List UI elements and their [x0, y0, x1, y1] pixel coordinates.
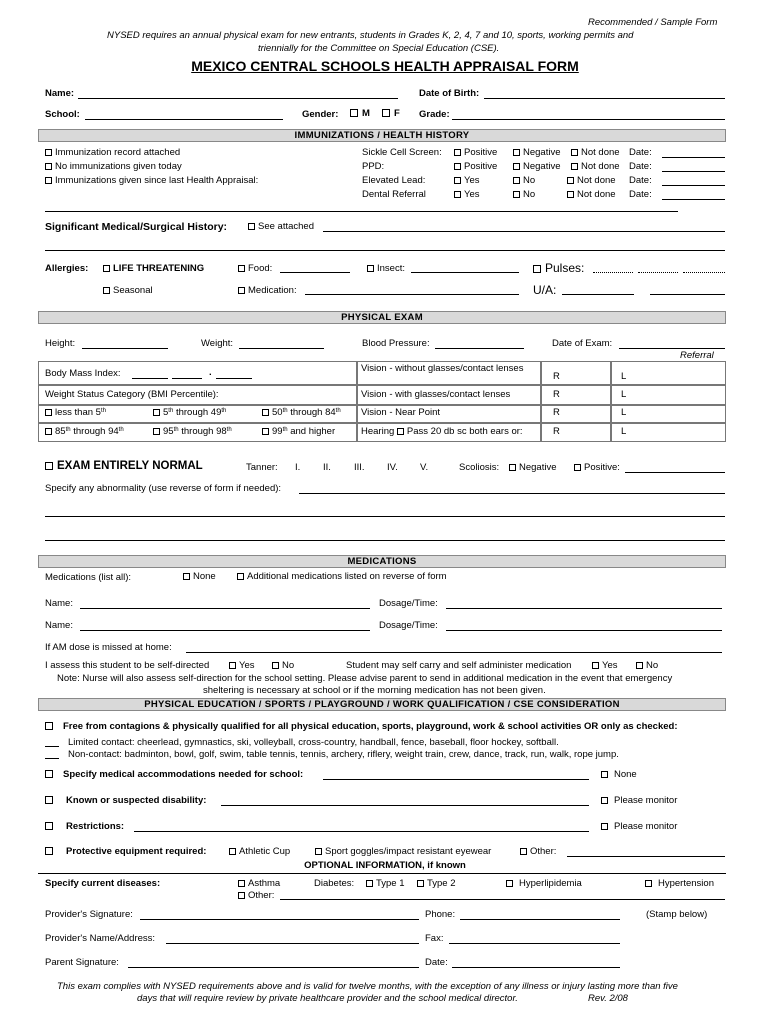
exam-date-label: Date of Exam:: [552, 338, 613, 349]
checkbox[interactable]: [238, 892, 245, 899]
checkbox[interactable]: [238, 880, 245, 887]
fax-label: Fax:: [425, 933, 444, 944]
provider-signature-field[interactable]: [140, 919, 419, 920]
bmi-field-1[interactable]: [132, 378, 168, 379]
vision-row-l: L: [621, 371, 627, 382]
checkbox[interactable]: [45, 163, 52, 170]
nurse-note-line-1: Note: Nurse will also assess self-direction for the school setting. Please advise parent to send in additional medication in the event that emergency: [57, 673, 673, 684]
grade-label: Grade:: [419, 109, 450, 120]
scoliosis-positive[interactable]: Positive:: [574, 463, 620, 473]
form-title: MEXICO CENTRAL SCHOOLS HEALTH APPRAISAL FORM: [191, 58, 579, 74]
school-field[interactable]: [85, 119, 283, 120]
checkbox[interactable]: [45, 177, 52, 184]
pulses-field-1[interactable]: [593, 272, 633, 273]
screen-row-opt-c[interactable]: Not done: [567, 176, 616, 186]
vision-row-l: L: [621, 389, 627, 400]
grade-field[interactable]: [452, 119, 725, 120]
abnormality-field[interactable]: [299, 493, 725, 494]
self-carry-no[interactable]: No: [636, 661, 658, 671]
date-field[interactable]: [452, 967, 620, 968]
med-dosage-field[interactable]: [446, 630, 722, 631]
diabetes-type2-option[interactable]: Type 2: [417, 879, 456, 889]
checkbox[interactable]: [397, 428, 404, 435]
checkbox[interactable]: [237, 573, 244, 580]
disability-field[interactable]: [221, 805, 589, 806]
medications-none-option[interactable]: None: [183, 572, 216, 582]
checkbox[interactable]: [454, 149, 461, 156]
life-threatening-option[interactable]: LIFE THREATENING: [103, 264, 204, 274]
gender-f-option[interactable]: F: [382, 109, 400, 119]
checkbox[interactable]: [509, 464, 516, 471]
accommodations-option[interactable]: Specify medical accommodations needed for school:: [45, 770, 303, 780]
missed-dose-field[interactable]: [186, 652, 722, 653]
medication-allergy-label[interactable]: Medication:: [238, 286, 297, 296]
athletic-cup-option[interactable]: Athletic Cup: [229, 847, 290, 857]
screen-row-date-field[interactable]: [662, 157, 725, 158]
parent-signature-field[interactable]: [128, 967, 419, 968]
food-allergy-label[interactable]: Food:: [238, 264, 272, 274]
diabetes-type1-option[interactable]: Type 1: [366, 879, 405, 889]
non-contact-blank[interactable]: [45, 758, 59, 759]
screen-row-date-field[interactable]: [662, 171, 725, 172]
pe-heading: PHYSICAL EDUCATION / SPORTS / PLAYGROUND / WORK QUALIFICATION / CSE CONSIDERATION: [38, 698, 726, 711]
screen-row-opt-b[interactable]: Negative: [513, 148, 561, 158]
medications-list-label: Medications (list all):: [45, 572, 132, 583]
checkbox[interactable]: [153, 428, 160, 435]
free-from-contagions-option[interactable]: Free from contagions & physically qualified for all physical education, sports, playground, work & school activities OR only as checked:: [45, 722, 677, 732]
immunization-notes-line[interactable]: [45, 211, 678, 212]
gender-label: Gender:: [302, 109, 339, 120]
bmi-decimal: .: [209, 367, 212, 378]
scoliosis-positive-field[interactable]: [625, 472, 725, 473]
nurse-note-line-2: sheltering is necessary at school or if the morning medication has not been given.: [203, 685, 546, 696]
medication-allergy-field[interactable]: [305, 294, 519, 295]
scoliosis-negative[interactable]: Negative: [509, 463, 557, 473]
exam-normal-option[interactable]: EXAM ENTIRELY NORMAL: [45, 461, 203, 473]
screen-row-date: Date:: [629, 189, 652, 200]
screen-row-label: PPD:: [362, 161, 385, 172]
restrictions-option[interactable]: Restrictions:: [45, 822, 124, 832]
checkbox[interactable]: [601, 797, 608, 804]
gender-m-checkbox[interactable]: [350, 109, 358, 117]
screen-row-opt-a[interactable]: Positive: [454, 162, 497, 172]
medical-history-field[interactable]: [323, 231, 725, 232]
immunization-option-1[interactable]: Immunization record attached: [45, 148, 180, 158]
tanner-stage[interactable]: V.: [420, 462, 429, 473]
checkbox[interactable]: [45, 770, 53, 778]
insect-allergy-field[interactable]: [411, 272, 519, 273]
checkbox[interactable]: [248, 223, 255, 230]
percentile-50-84[interactable]: 50th through 84th: [262, 408, 341, 418]
med-name-label: Name:: [45, 620, 73, 631]
vision-row-r: R: [553, 389, 560, 400]
checkbox[interactable]: [262, 409, 269, 416]
stamp-label: (Stamp below): [646, 909, 708, 920]
dob-label: Date of Birth:: [419, 88, 480, 99]
hearing-label: Hearing Pass 20 db sc both ears or:: [361, 426, 523, 437]
bmi-field-2[interactable]: [172, 378, 202, 379]
checkbox[interactable]: [367, 265, 374, 272]
hyperlipidemia-option[interactable]: Hyperlipidemia: [506, 879, 582, 889]
disability-option[interactable]: Known or suspected disability:: [45, 796, 206, 806]
checkbox[interactable]: [513, 191, 520, 198]
screen-row-date-field[interactable]: [662, 199, 725, 200]
dob-field[interactable]: [484, 98, 725, 99]
restrictions-field[interactable]: [134, 831, 589, 832]
checkbox[interactable]: [567, 177, 574, 184]
self-directed-yes[interactable]: Yes: [229, 661, 255, 671]
self-directed-label: I assess this student to be self-directed: [45, 660, 210, 671]
provider-name-field[interactable]: [166, 943, 419, 944]
checkbox[interactable]: [592, 662, 599, 669]
percentile-95-98[interactable]: 95th through 98th: [153, 427, 232, 437]
gender-f-checkbox[interactable]: [382, 109, 390, 117]
screen-row-label: Sickle Cell Screen:: [362, 147, 442, 158]
vision-r-cell[interactable]: [541, 361, 611, 385]
disability-monitor[interactable]: Please monitor: [601, 796, 677, 806]
checkbox[interactable]: [45, 796, 53, 804]
percentile-5-49[interactable]: 5th through 49th: [153, 408, 226, 418]
checkbox[interactable]: [238, 287, 245, 294]
weight-label: Weight:: [201, 338, 234, 349]
percentile-under-5[interactable]: less than 5th: [45, 408, 106, 418]
checkbox[interactable]: [229, 848, 236, 855]
screen-row-date: Date:: [629, 161, 652, 172]
abnormality-field-2[interactable]: [45, 516, 725, 517]
tanner-stage[interactable]: II.: [323, 462, 331, 473]
tanner-stage[interactable]: III.: [354, 462, 365, 473]
checkbox[interactable]: [229, 662, 236, 669]
tanner-stage[interactable]: I.: [295, 462, 301, 473]
bmi-label: Body Mass Index:: [45, 368, 121, 379]
name-field[interactable]: [78, 98, 398, 99]
disease-other-field[interactable]: [280, 899, 725, 900]
vision-r-cell[interactable]: [541, 405, 611, 423]
checkbox[interactable]: [636, 662, 643, 669]
medical-history-field-2[interactable]: [45, 250, 725, 251]
checkbox[interactable]: [571, 163, 578, 170]
provider-name-label: Provider's Name/Address:: [45, 933, 156, 944]
checkbox[interactable]: [513, 177, 520, 184]
sample-form-label: Recommended / Sample Form: [588, 17, 718, 28]
screen-row-opt-c[interactable]: Not done: [571, 162, 620, 172]
med-dosage-field[interactable]: [446, 608, 722, 609]
checkbox[interactable]: [315, 848, 322, 855]
screen-row-date: Date:: [629, 175, 652, 186]
diabetes-label: Diabetes:: [314, 878, 355, 889]
checkbox[interactable]: [601, 823, 608, 830]
footer-line-2: days that will require review by private healthcare provider and the school medical director.: [137, 993, 518, 1004]
pulses-field-3[interactable]: [683, 272, 725, 273]
checkbox[interactable]: [601, 771, 608, 778]
checkbox[interactable]: [262, 428, 269, 435]
screen-row-opt-b[interactable]: Negative: [513, 162, 561, 172]
blood-pressure-label: Blood Pressure:: [362, 338, 430, 349]
fax-field[interactable]: [449, 943, 620, 944]
screen-row-date: Date:: [629, 147, 652, 158]
immunizations-heading: IMMUNIZATIONS / HEALTH HISTORY: [38, 129, 726, 142]
hearing-l-cell[interactable]: [611, 423, 726, 442]
accommodations-field[interactable]: [323, 779, 589, 780]
percentile-99-up[interactable]: 99th and higher: [262, 427, 335, 437]
screen-row-opt-b[interactable]: No: [513, 190, 535, 200]
screen-row-label: Elevated Lead:: [362, 175, 426, 186]
checkbox[interactable]: [45, 462, 53, 470]
bmi-field-3[interactable]: [216, 378, 252, 379]
date-label: Date:: [425, 957, 448, 968]
see-attached-option[interactable]: See attached: [248, 222, 314, 232]
optional-info-heading: OPTIONAL INFORMATION, if known: [304, 860, 466, 871]
checkbox[interactable]: [513, 149, 520, 156]
immunization-option-2[interactable]: No immunizations given today: [45, 162, 182, 172]
hearing-r-cell[interactable]: [541, 423, 611, 442]
checkbox[interactable]: [238, 265, 245, 272]
checkbox[interactable]: [533, 265, 541, 273]
checkbox[interactable]: [272, 662, 279, 669]
non-contact-label: Non-contact: badminton, bowl, golf, swim, table tennis, tennis, archery, riflery, weight train, crew, dance, track, run, walk, rope jump.: [68, 749, 619, 760]
intro-line-2: triennially for the Committee on Special Education (CSE).: [258, 43, 500, 54]
vision-row-r: R: [553, 407, 560, 418]
checkbox[interactable]: [153, 409, 160, 416]
tanner-label: Tanner:: [246, 462, 278, 473]
abnormality-label: Specify any abnormality (use reverse of form if needed):: [45, 483, 282, 494]
checkbox[interactable]: [45, 409, 52, 416]
missed-dose-label: If AM dose is missed at home:: [45, 642, 172, 653]
physical-exam-heading: PHYSICAL EXAM: [38, 311, 726, 324]
seasonal-option[interactable]: Seasonal: [103, 286, 153, 296]
height-field[interactable]: [82, 348, 168, 349]
food-allergy-field[interactable]: [280, 272, 350, 273]
screen-row-label: Dental Referral: [362, 189, 426, 200]
provider-signature-label: Provider's Signature:: [45, 909, 133, 920]
checkbox[interactable]: [454, 177, 461, 184]
med-dosage-label: Dosage/Time:: [379, 598, 438, 609]
allergies-label: Allergies:: [45, 263, 89, 274]
checkbox[interactable]: [513, 163, 520, 170]
screen-row-opt-c[interactable]: Not done: [571, 148, 620, 158]
tanner-stage[interactable]: IV.: [387, 462, 398, 473]
vision-l-cell[interactable]: [611, 405, 726, 423]
hearing-l: L: [621, 426, 627, 437]
revision-label: Rev. 2/08: [588, 993, 628, 1004]
phone-field[interactable]: [460, 919, 620, 920]
checkbox[interactable]: [183, 573, 190, 580]
screen-row-opt-a[interactable]: Yes: [454, 190, 480, 200]
vision-row-label: Vision - without glasses/contact lenses: [361, 363, 524, 374]
med-name-field[interactable]: [80, 608, 370, 609]
checkbox[interactable]: [45, 428, 52, 435]
checkbox[interactable]: [45, 722, 53, 730]
restrictions-monitor[interactable]: Please monitor: [601, 822, 677, 832]
self-directed-no[interactable]: No: [272, 661, 294, 671]
checkbox[interactable]: [45, 822, 53, 830]
disease-other-option[interactable]: Other:: [238, 891, 274, 901]
vision-l-cell[interactable]: [611, 361, 726, 385]
ua-label: U/A:: [533, 283, 557, 297]
referral-label: Referral: [680, 350, 714, 361]
checkbox[interactable]: [103, 265, 110, 272]
vision-row-label: Vision - Near Point: [361, 407, 441, 418]
insect-allergy-label[interactable]: Insect:: [367, 264, 405, 274]
limited-contact-label: Limited contact: cheerlead, gymnastics, ski, volleyball, cross-country, handball, fence, baseball, floor hockey, softball.: [68, 737, 559, 748]
accommodations-none[interactable]: None: [601, 770, 637, 780]
screen-row-opt-a[interactable]: Positive: [454, 148, 497, 158]
checkbox[interactable]: [417, 880, 424, 887]
asthma-option[interactable]: Asthma: [238, 879, 280, 889]
checkbox[interactable]: [571, 149, 578, 156]
screen-row-opt-a[interactable]: Yes: [454, 176, 480, 186]
additional-medications-option[interactable]: Additional medications listed on reverse of form: [237, 572, 447, 582]
screen-row-date-field[interactable]: [662, 185, 725, 186]
hearing-r: R: [553, 426, 560, 437]
med-dosage-label: Dosage/Time:: [379, 620, 438, 631]
vision-row-l: L: [621, 407, 627, 418]
goggles-option[interactable]: Sport goggles/impact resistant eyewear: [315, 847, 491, 857]
checkbox[interactable]: [506, 880, 513, 887]
screen-row-opt-c[interactable]: Not done: [567, 190, 616, 200]
school-label: School:: [45, 109, 80, 120]
checkbox[interactable]: [454, 163, 461, 170]
self-carry-label: Student may self carry and self administer medication: [346, 660, 572, 671]
checkbox[interactable]: [366, 880, 373, 887]
medical-history-label: Significant Medical/Surgical History:: [45, 221, 228, 233]
self-carry-yes[interactable]: Yes: [592, 661, 618, 671]
weight-status-label: Weight Status Category (BMI Percentile):: [45, 389, 219, 400]
pulses-label: Pulses:: [533, 262, 584, 274]
checkbox[interactable]: [103, 287, 110, 294]
screen-row-opt-b[interactable]: No: [513, 176, 535, 186]
equipment-other-field[interactable]: [567, 856, 725, 857]
checkbox[interactable]: [45, 847, 53, 855]
exam-date-field[interactable]: [619, 348, 725, 349]
hypertension-option[interactable]: Hypertension: [645, 879, 714, 889]
vision-l-cell[interactable]: [611, 385, 726, 405]
vision-row-r: R: [553, 371, 560, 382]
limited-contact-blank[interactable]: [45, 746, 59, 747]
phone-label: Phone:: [425, 909, 456, 920]
checkbox[interactable]: [645, 880, 652, 887]
checkbox[interactable]: [45, 149, 52, 156]
checkbox[interactable]: [520, 848, 527, 855]
ua-field-1[interactable]: [562, 294, 634, 295]
medications-heading: MEDICATIONS: [38, 555, 726, 568]
current-diseases-label: Specify current diseases:: [45, 878, 161, 889]
name-label: Name:: [45, 88, 75, 99]
abnormality-field-3[interactable]: [45, 540, 725, 541]
percentile-85-94[interactable]: 85th through 94th: [45, 427, 124, 437]
protective-equipment-option[interactable]: Protective equipment required:: [45, 847, 206, 857]
med-name-field[interactable]: [80, 630, 370, 631]
checkbox[interactable]: [454, 191, 461, 198]
height-label: Height:: [45, 338, 76, 349]
ua-field-2[interactable]: [650, 294, 725, 295]
blood-pressure-field[interactable]: [435, 348, 524, 349]
pulses-field-2[interactable]: [638, 272, 678, 273]
equipment-other-option[interactable]: Other:: [520, 847, 556, 857]
gender-m-option[interactable]: M: [350, 109, 370, 119]
weight-field[interactable]: [239, 348, 324, 349]
checkbox[interactable]: [567, 191, 574, 198]
intro-line-1: NYSED requires an annual physical exam for new entrants, students in Grades K, 2, 4, 7 and 10, sports, working permits and: [107, 30, 634, 41]
vision-r-cell[interactable]: [541, 385, 611, 405]
scoliosis-label: Scoliosis:: [459, 462, 500, 473]
med-name-label: Name:: [45, 598, 73, 609]
optional-info-rule: [38, 873, 726, 874]
checkbox[interactable]: [574, 464, 581, 471]
footer-line-1: This exam complies with NYSED requirements above and is valid for twelve months, with the exception of any illness or injury lasting more than five: [57, 981, 678, 992]
immunization-option-3[interactable]: Immunizations given since last Health Appraisal:: [45, 176, 258, 186]
parent-signature-label: Parent Signature:: [45, 957, 119, 968]
vision-row-label: Vision - with glasses/contact lenses: [361, 389, 511, 400]
